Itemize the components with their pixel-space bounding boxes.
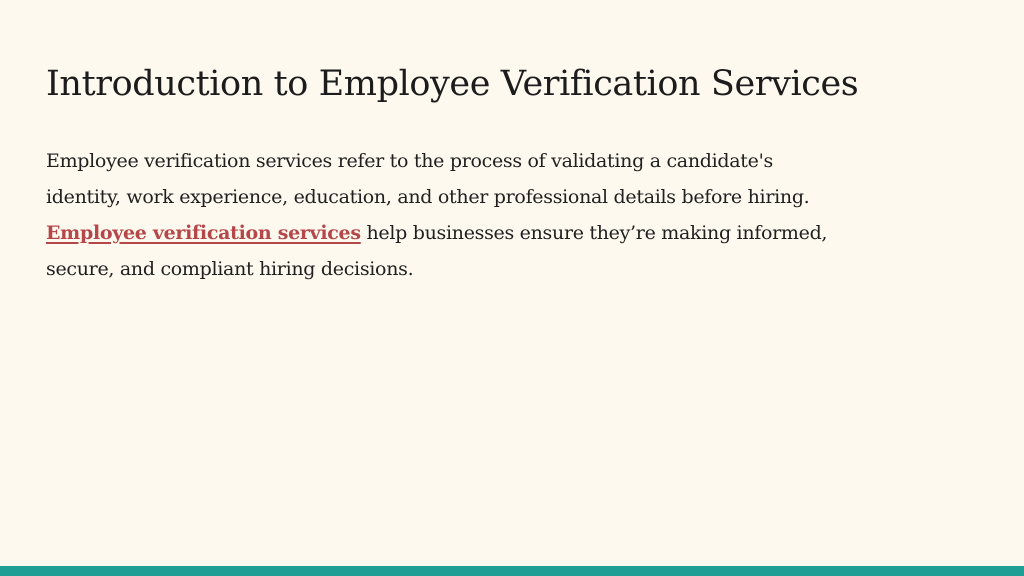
paragraph-line-1: Employee verification services refer to the process of validating a candidate's bbox=[46, 150, 773, 172]
paragraph-line-4: secure, and compliant hiring decisions. bbox=[46, 258, 414, 280]
employee-verification-link[interactable]: Employee verification services bbox=[46, 222, 361, 244]
accent-bar bbox=[0, 566, 1024, 576]
paragraph-line-2: identity, work experience, education, and other professional details before hiring. bbox=[46, 186, 810, 208]
paragraph-line-3 bbox=[46, 215, 986, 251]
paragraph-line-3-rest: help businesses ensure they’re making informed, bbox=[360, 222, 828, 244]
intro-paragraph bbox=[46, 143, 986, 287]
slide-title: Introduction to Employee Verification Services bbox=[46, 64, 859, 104]
